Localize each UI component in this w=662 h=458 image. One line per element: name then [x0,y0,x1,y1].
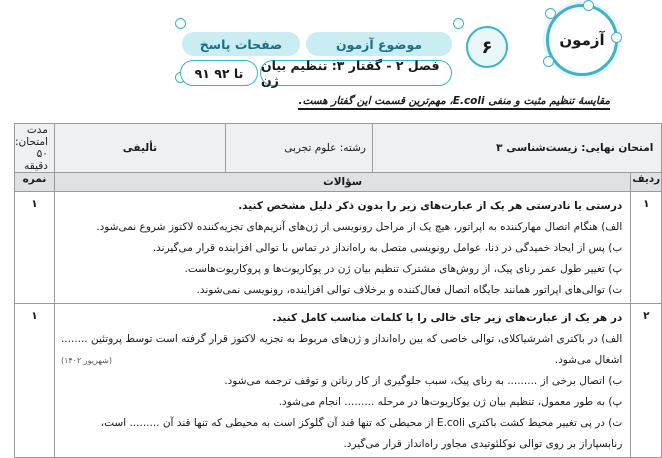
exam-table [14,123,662,458]
question-number: ۲ [631,304,662,458]
answer-pages-pill: صفحات پاسخ [182,32,300,56]
exam-info-row [15,124,662,173]
question-item: ت) توالی‌های اپراتور همانند جایگاه اتصال فعال‌کننده و برخلاف توالی افزاینده، رونویسی نمی‌شوند. [196,284,623,296]
question-score: ۱ [15,304,55,458]
decor-dot [175,18,186,29]
exam-duration: مدت امتحان: ۵۰ دقیقه [15,124,55,173]
col-questions: سؤالات [54,173,630,192]
exam-title: امتحان نهایی: زیست‌شناسی ۳ [372,124,661,173]
chapter-pill: فصل ۲ - گفتار ۳: تنظیم بیان ژن [260,60,452,86]
exam-logo-badge [546,4,618,76]
question-item: اشغال می‌شود. (شهریور ۱۴۰۲) [61,350,622,371]
question-lead: در هر یک از عبارت‌های زیر جای خالی را با کلمات مناسب کامل کنید. [272,312,623,324]
topic-pill: موضوع آزمون [306,32,452,56]
decor-dot [611,32,622,43]
question-score: ۱ [15,192,55,304]
question-body [54,192,630,304]
question-source: (شهریور ۱۴۰۲) [60,356,112,365]
decor-dot [545,8,556,19]
col-row: ردیف [631,173,662,192]
question-lead: درستی یا نادرستی هر یک از عبارت‌های زیر را بدون ذکر دلیل مشخص کنید. [238,200,623,212]
decor-dot [543,56,554,67]
question-item: پ) تغییر طول عمر رنای پیک، از روش‌های مشترک تنظیم بیان ژن در یوکاریوت‌ها و پروکاریوت‌هاست. [184,263,623,275]
exam-type: تألیفی [54,124,225,173]
test-number: ۶ [466,26,508,68]
question-item: رنابسپاراز بر روی توالی نوکلئوتیدی مجاور راه‌انداز قرار می‌گیرد. [343,438,623,450]
question-item: ب) پس از ایجاد خمیدگی در دنا، عوامل رونویسی متصل به راه‌انداز در تماس با توالی افزاینده قرار می‌گیرند. [152,242,623,254]
question-number: ۱ [631,192,662,304]
question-row [15,192,662,304]
decor-dot [453,18,464,29]
col-score: نمره [15,173,55,192]
exam-field: رشته: علوم تجربی [225,124,372,173]
question-item: ب) اتصال برخی از ......... به رنای پیک، سبب جلوگیری از کار رناتن و توقف ترجمه می‌شود. [224,375,623,387]
question-body [54,304,630,458]
question-item: الف) در باکتری اشرشیاکلای، توالی خاصی که بین راه‌انداز و ژن‌های مربوط به تجزیه لاکتوز قرار گرفته است توسط پروتئین ........ [60,333,623,345]
logo-label: آزمون [559,31,605,49]
question-item: پ) به طور معمول، تنظیم بیان ژن یوکاریوت‌ها در مرحله ......... انجام می‌شود. [278,396,623,408]
question-item: ت) در پی تغییر محیط کشت باکتری E.coli از محیطی که تنها قند آن گلوکز است به محیطی که تنها قند آن ......... است، [100,417,623,429]
decor-dot [583,0,594,11]
column-header-row [15,173,662,192]
study-note: مقایسهٔ تنظیم مثبت و منفی E.coli، مهم‌ترین قسمت این گفتار هست. [298,95,610,110]
question-row [15,304,662,458]
page-range-pill: ۹۱ تا ۹۲ [180,60,258,86]
question-item: الف) هنگام اتصال مهارکننده به اپراتور، هیچ یک از مراحل رونویسی از ژن‌های آنزیم‌های تجزیه‌کننده لاکتوز شروع نمی‌شود. [96,221,623,233]
